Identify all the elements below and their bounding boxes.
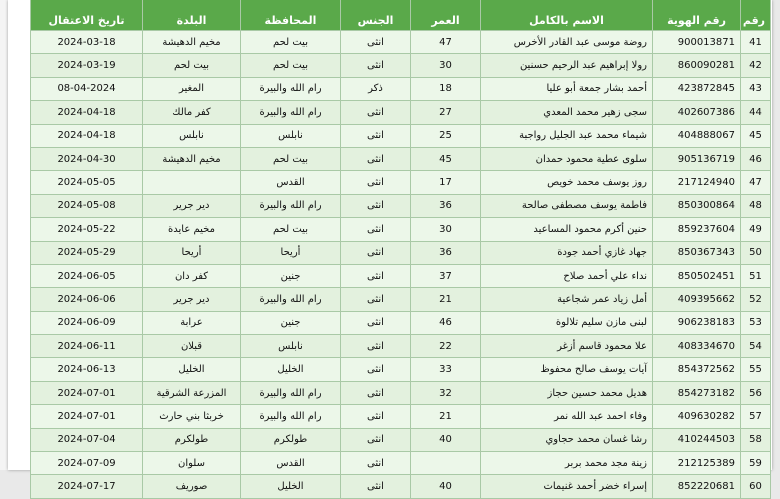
table-row — [31, 335, 771, 358]
table-row — [31, 147, 771, 170]
governorate-cell: رام الله والبيرة — [241, 77, 341, 100]
full-name-cell: وفاء احمد عبد الله نمر — [481, 405, 653, 428]
governorate-cell: القدس — [241, 171, 341, 194]
table-row — [31, 264, 771, 287]
arrest-date-cell: 2024-07-04 — [31, 428, 143, 451]
governorate-cell: رام الله والبيرة — [241, 101, 341, 124]
full-name-cell: نداء علي أحمد صلاح — [481, 264, 653, 287]
age-cell: 30 — [411, 54, 481, 77]
full-name-cell: لبنى مازن سليم تلالوة — [481, 311, 653, 334]
age-cell: 21 — [411, 288, 481, 311]
full-name-cell: أمل زياد عمر شجاعية — [481, 288, 653, 311]
id-number-cell: 408334670 — [653, 335, 741, 358]
gender-cell: انثى — [341, 54, 411, 77]
gender-cell: انثى — [341, 475, 411, 498]
id-number-cell: 900013871 — [653, 31, 741, 54]
gender-cell: انثى — [341, 194, 411, 217]
arrest-date-cell: 2024-07-01 — [31, 381, 143, 404]
town-cell: صوريف — [143, 475, 241, 498]
table-row — [31, 452, 771, 475]
row-number-cell: 45 — [741, 124, 771, 147]
row-number-cell: 54 — [741, 335, 771, 358]
row-number-cell: 50 — [741, 241, 771, 264]
table-row — [31, 31, 771, 54]
gender-cell: انثى — [341, 31, 411, 54]
gender-cell: انثى — [341, 311, 411, 334]
town-cell: الخليل — [143, 358, 241, 381]
id-number-cell: 423872845 — [653, 77, 741, 100]
id-number-cell: 860090281 — [653, 54, 741, 77]
row-number-cell: 44 — [741, 101, 771, 124]
age-cell: 37 — [411, 264, 481, 287]
table-row — [31, 218, 771, 241]
id-number-cell: 409630282 — [653, 405, 741, 428]
town-cell: مخيم الدهيشة — [143, 31, 241, 54]
arrest-date-cell: 2024-06-09 — [31, 311, 143, 334]
town-cell: كفر مالك — [143, 101, 241, 124]
gender-cell: انثى — [341, 124, 411, 147]
town-cell: دير جرير — [143, 288, 241, 311]
town-cell: طولكرم — [143, 428, 241, 451]
age-cell: 45 — [411, 147, 481, 170]
gender-cell: انثى — [341, 171, 411, 194]
age-cell: 36 — [411, 241, 481, 264]
gender-cell: انثى — [341, 428, 411, 451]
header-governorate: المحافظة — [241, 0, 341, 31]
full-name-cell: زينة مجد محمد بربر — [481, 452, 653, 475]
arrest-date-cell: 2024-03-18 — [31, 31, 143, 54]
full-name-cell: رشا غسان محمد حجاوي — [481, 428, 653, 451]
id-number-cell: 404888067 — [653, 124, 741, 147]
full-name-cell: فاطمة يوسف مصطفى صالحة — [481, 194, 653, 217]
table-row — [31, 241, 771, 264]
town-cell: أريحا — [143, 241, 241, 264]
table-row — [31, 54, 771, 77]
header-age: العمر — [411, 0, 481, 31]
table-row — [31, 101, 771, 124]
town-cell: نابلس — [143, 124, 241, 147]
header-full-name: الاسم بالكامل — [481, 0, 653, 31]
governorate-cell: بيت لحم — [241, 54, 341, 77]
arrest-date-cell: 2024-05-08 — [31, 194, 143, 217]
document-page — [8, 0, 772, 493]
arrest-date-cell: 2024-07-01 — [31, 405, 143, 428]
arrest-date-cell: 2024-05-05 — [31, 171, 143, 194]
gender-cell: ذكر — [341, 77, 411, 100]
row-number-cell: 51 — [741, 264, 771, 287]
full-name-cell: رولا إبراهيم عبد الرحيم حسنين — [481, 54, 653, 77]
arrest-date-cell: 2024-05-22 — [31, 218, 143, 241]
governorate-cell: بيت لحم — [241, 31, 341, 54]
arrest-date-cell: 2024-06-11 — [31, 335, 143, 358]
header-town: البلدة — [143, 0, 241, 31]
header-number: رقم — [741, 0, 771, 31]
row-number-cell: 49 — [741, 218, 771, 241]
governorate-cell: جنين — [241, 264, 341, 287]
row-number-cell: 43 — [741, 77, 771, 100]
governorate-cell: الخليل — [241, 358, 341, 381]
table-header-row — [31, 0, 771, 31]
table-row — [31, 194, 771, 217]
full-name-cell: روضة موسى عبد القادر الأخرس — [481, 31, 653, 54]
governorate-cell: بيت لحم — [241, 218, 341, 241]
governorate-cell: رام الله والبيرة — [241, 381, 341, 404]
table-row — [31, 381, 771, 404]
table-row — [31, 288, 771, 311]
full-name-cell: حنين أكرم محمود المساعيد — [481, 218, 653, 241]
row-number-cell: 47 — [741, 171, 771, 194]
row-number-cell: 60 — [741, 475, 771, 498]
table-row — [31, 475, 771, 498]
table-row — [31, 428, 771, 451]
arrest-date-cell: 2024-04-30 — [31, 147, 143, 170]
id-number-cell: 409395662 — [653, 288, 741, 311]
governorate-cell: رام الله والبيرة — [241, 405, 341, 428]
age-cell: 21 — [411, 405, 481, 428]
row-number-cell: 42 — [741, 54, 771, 77]
arrest-date-cell: 2024-06-06 — [31, 288, 143, 311]
town-cell — [143, 171, 241, 194]
table-row — [31, 77, 771, 100]
gender-cell: انثى — [341, 335, 411, 358]
arrest-date-cell: 2024-04-18 — [31, 101, 143, 124]
age-cell: 40 — [411, 428, 481, 451]
id-number-cell: 859237604 — [653, 218, 741, 241]
row-number-cell: 48 — [741, 194, 771, 217]
age-cell: 27 — [411, 101, 481, 124]
full-name-cell: شيماء محمد عبد الجليل رواجبة — [481, 124, 653, 147]
table-row — [31, 171, 771, 194]
gender-cell: انثى — [341, 264, 411, 287]
age-cell: 32 — [411, 381, 481, 404]
id-number-cell: 850502451 — [653, 264, 741, 287]
arrest-date-cell: 2024-03-19 — [31, 54, 143, 77]
row-number-cell: 41 — [741, 31, 771, 54]
full-name-cell: روز يوسف محمد خويص — [481, 171, 653, 194]
row-number-cell: 57 — [741, 405, 771, 428]
governorate-cell: رام الله والبيرة — [241, 194, 341, 217]
row-number-cell: 59 — [741, 452, 771, 475]
gender-cell: انثى — [341, 358, 411, 381]
row-number-cell: 46 — [741, 147, 771, 170]
gender-cell: انثى — [341, 147, 411, 170]
age-cell: 36 — [411, 194, 481, 217]
id-number-cell: 217124940 — [653, 171, 741, 194]
full-name-cell: جهاد غازي أحمد جودة — [481, 241, 653, 264]
age-cell: 17 — [411, 171, 481, 194]
governorate-cell: رام الله والبيرة — [241, 288, 341, 311]
row-number-cell: 55 — [741, 358, 771, 381]
id-number-cell: 850300864 — [653, 194, 741, 217]
id-number-cell: 850367343 — [653, 241, 741, 264]
age-cell: 47 — [411, 31, 481, 54]
row-number-cell: 53 — [741, 311, 771, 334]
id-number-cell: 212125389 — [653, 452, 741, 475]
gender-cell: انثى — [341, 241, 411, 264]
row-number-cell: 56 — [741, 381, 771, 404]
id-number-cell: 852220681 — [653, 475, 741, 498]
full-name-cell: سجى زهير محمد المعدي — [481, 101, 653, 124]
town-cell: بيت لحم — [143, 54, 241, 77]
town-cell: عرابة — [143, 311, 241, 334]
id-number-cell: 905136719 — [653, 147, 741, 170]
full-name-cell: إسراء خضر أحمد غنيمات — [481, 475, 653, 498]
arrest-date-cell: 2024-04-18 — [31, 124, 143, 147]
id-number-cell: 410244503 — [653, 428, 741, 451]
age-cell: 18 — [411, 77, 481, 100]
header-arrest-date: تاريخ الاعتقال — [31, 0, 143, 31]
full-name-cell: أحمد بشار جمعة أبو عليا — [481, 77, 653, 100]
arrest-date-cell: 2024-05-29 — [31, 241, 143, 264]
row-number-cell: 52 — [741, 288, 771, 311]
arrest-date-cell: 2024-07-09 — [31, 452, 143, 475]
gender-cell: انثى — [341, 405, 411, 428]
town-cell: قبلان — [143, 335, 241, 358]
gender-cell: انثى — [341, 218, 411, 241]
town-cell: مخيم عايدة — [143, 218, 241, 241]
town-cell: دير جرير — [143, 194, 241, 217]
full-name-cell: آيات يوسف صالح محفوظ — [481, 358, 653, 381]
age-cell: 46 — [411, 311, 481, 334]
age-cell: 30 — [411, 218, 481, 241]
age-cell: 33 — [411, 358, 481, 381]
arrest-date-cell: 2024-06-05 — [31, 264, 143, 287]
id-number-cell: 854372562 — [653, 358, 741, 381]
id-number-cell: 402607386 — [653, 101, 741, 124]
town-cell: المزرعة الشرقية — [143, 381, 241, 404]
gender-cell: انثى — [341, 452, 411, 475]
full-name-cell: هديل محمد حسين حجاز — [481, 381, 653, 404]
age-cell: 40 — [411, 475, 481, 498]
gender-cell: انثى — [341, 381, 411, 404]
detainees-table — [30, 0, 771, 499]
full-name-cell: علا محمود قاسم أزغر — [481, 335, 653, 358]
governorate-cell: بيت لحم — [241, 147, 341, 170]
governorate-cell: نابلس — [241, 124, 341, 147]
age-cell — [411, 452, 481, 475]
id-number-cell: 906238183 — [653, 311, 741, 334]
town-cell: كفر دان — [143, 264, 241, 287]
age-cell: 22 — [411, 335, 481, 358]
governorate-cell: الخليل — [241, 475, 341, 498]
row-number-cell: 58 — [741, 428, 771, 451]
table-row — [31, 311, 771, 334]
id-number-cell: 854273182 — [653, 381, 741, 404]
town-cell: مخيم الدهيشة — [143, 147, 241, 170]
age-cell: 25 — [411, 124, 481, 147]
gender-cell: انثى — [341, 101, 411, 124]
arrest-date-cell: 2024-07-17 — [31, 475, 143, 498]
table-row — [31, 358, 771, 381]
town-cell: خربثا بني حارث — [143, 405, 241, 428]
governorate-cell: جنين — [241, 311, 341, 334]
gender-cell: انثى — [341, 288, 411, 311]
governorate-cell: القدس — [241, 452, 341, 475]
table-row — [31, 124, 771, 147]
header-id: رقم الهوية — [653, 0, 741, 31]
arrest-date-cell: 2024-06-13 — [31, 358, 143, 381]
governorate-cell: نابلس — [241, 335, 341, 358]
governorate-cell: طولكرم — [241, 428, 341, 451]
governorate-cell: أريحا — [241, 241, 341, 264]
full-name-cell: سلوى عطية محمود حمدان — [481, 147, 653, 170]
town-cell: المغير — [143, 77, 241, 100]
arrest-date-cell: 08-04-2024 — [31, 77, 143, 100]
header-gender: الجنس — [341, 0, 411, 31]
town-cell: سلوان — [143, 452, 241, 475]
table-row — [31, 405, 771, 428]
